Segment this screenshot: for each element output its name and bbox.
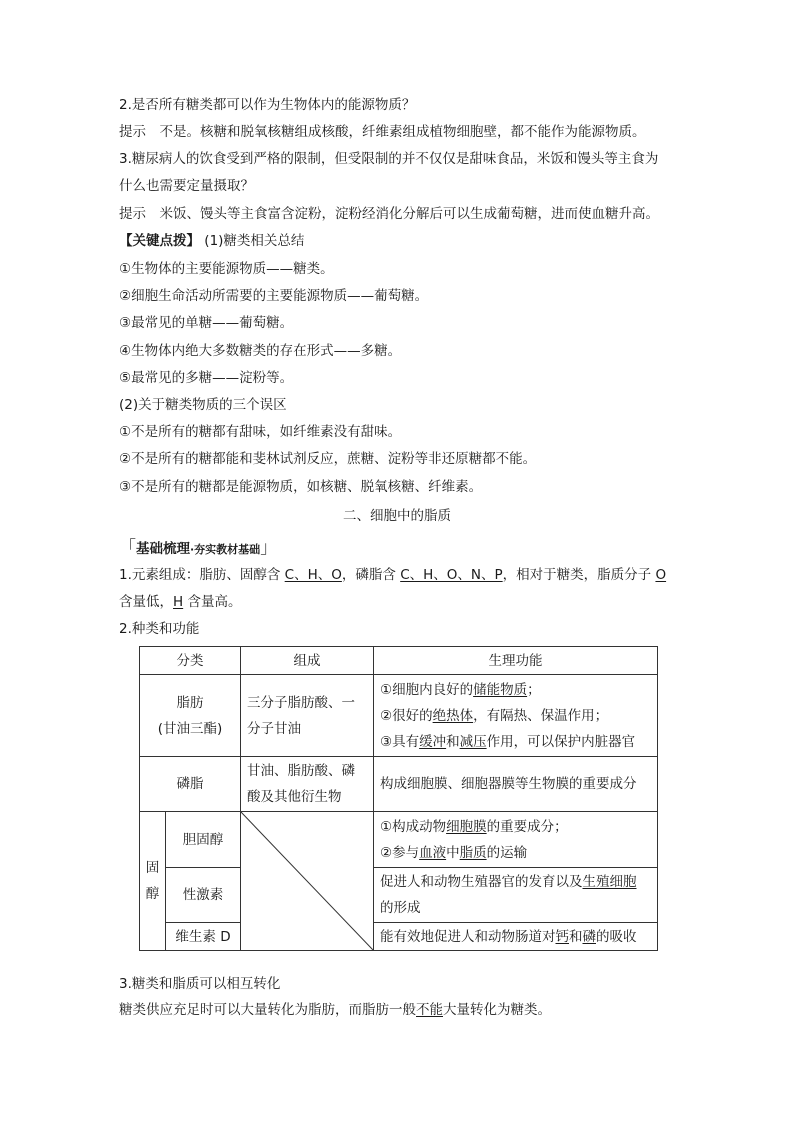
lipid-table (139, 646, 658, 951)
fat-elements: C、H、O (284, 567, 342, 583)
germ-cell-blank: 生殖细胞 (582, 874, 637, 890)
misconception-2: ②不是所有的糖都能和斐林试剂反应，蔗糖、淀粉等非还原糖都不能。 (119, 451, 537, 467)
text: 和 (569, 928, 583, 945)
text: 的重要成分； (486, 818, 568, 835)
cholesterol-function-cell (374, 812, 658, 868)
interconversion-text (119, 1000, 551, 1020)
insulator-blank: 绝热体 (432, 707, 474, 724)
cholesterol-name: 胆固醇 (166, 812, 241, 868)
cell-membrane-blank: 细胞膜 (446, 818, 487, 835)
text: 的吸收 (596, 928, 637, 945)
section-header (119, 537, 277, 559)
key-point-5: ⑤最常见的多糖——淀粉等。 (119, 370, 294, 386)
misconception-1: ①不是所有的糖都有甜味，如纤维素没有甜味。 (119, 424, 402, 440)
key-points-heading (119, 231, 304, 251)
fat-function-3 (380, 729, 651, 755)
key-points-label: 【关键点拨】 (119, 233, 200, 249)
composition-text: 1.元素组成：脂肪、固醇含 (119, 567, 285, 583)
answer-3: 提示 米饭、馒头等主食富含淀粉，淀粉经消化分解后可以生成葡萄糖，进而使血糖升高。 (119, 206, 659, 222)
key-point-4: ④生物体内绝大多数糖类的存在形式——多糖。 (119, 343, 402, 359)
misconceptions-title: (2)关于糖类物质的三个误区 (119, 397, 287, 413)
table-row-cholesterol (140, 812, 658, 868)
text: 作用，可以保护内脏器官 (486, 733, 636, 750)
text: 促进人和动物生殖器官的发育以及 (380, 874, 583, 890)
question-3-line1: 3.糖尿病人的饮食受到严格的限制，但受限制的并不仅仅是甜味食品，米饭和馒头等主食为 (119, 151, 659, 167)
fat-alias: (甘油三酯) (157, 720, 223, 737)
calcium-blank: 钙 (555, 928, 569, 945)
fat-function-1 (380, 677, 651, 703)
fat-name: 脂肪 (176, 694, 204, 711)
misconception-3: ③不是所有的糖都是能源物质，如核糖、脱氧核糖、纤维素。 (119, 479, 483, 495)
section-header-main: 基础梳理 (136, 541, 190, 557)
phospholipid-composition-line1: 甘油、脂肪酸、磷 (247, 763, 355, 779)
sex-hormone-name: 性激素 (166, 868, 241, 923)
sex-hormone-function-1 (380, 869, 651, 895)
phosphorus-blank: 磷 (582, 928, 596, 945)
text: 大量转化为糖类。 (443, 1002, 551, 1018)
text: 的运输 (486, 844, 528, 861)
sterol-group-cell (140, 812, 166, 951)
cholesterol-function-1 (380, 814, 651, 840)
table-row-sex-hormone (140, 868, 658, 923)
question-3-line2: 什么也需要定量摄取？ (119, 178, 254, 194)
cannot-blank: 不能 (416, 1002, 443, 1018)
phospholipid-composition-cell (241, 757, 374, 812)
question-2: 2.是否所有糖类都可以作为生物体内的能源物质？ (119, 97, 416, 113)
composition-text: ，磷脂含 (341, 567, 401, 583)
sterol-char-2: 醇 (145, 886, 160, 902)
fat-function-cell (374, 675, 658, 757)
text: ②参与 (380, 844, 420, 861)
blood-blank: 血液 (419, 844, 447, 861)
header-composition: 组成 (241, 647, 374, 675)
phospholipid-elements: C、H、O、N、P (400, 567, 503, 583)
composition-text: 含量高。 (183, 594, 242, 610)
section-title: 二、细胞中的脂质 (343, 508, 451, 524)
interconversion-heading: 3.糖类和脂质可以相互转化 (119, 976, 281, 992)
bracket-open: 「 (119, 538, 136, 558)
table-row-vitamin-d (140, 923, 658, 951)
key-point-1: ①生物体的主要能源物质——糖类。 (119, 261, 334, 277)
text: 中 (446, 844, 460, 861)
vitamin-d-name: 维生素 D (166, 923, 241, 951)
oxygen-blank: O (655, 567, 667, 583)
bracket-close: 」 (260, 538, 278, 558)
composition-text: 含量低， (119, 594, 173, 610)
text: 能有效地促进人和动物肠道对 (380, 928, 556, 945)
table-row-phospholipid (140, 757, 658, 812)
energy-storage-blank: 储能物质 (473, 681, 528, 698)
sex-hormone-function-2: 的形成 (380, 900, 421, 916)
composition-text: ，相对于糖类，脂质分子 (502, 567, 656, 583)
text: ； (527, 681, 541, 698)
pressure-relief-blank: 减压 (459, 733, 487, 750)
key-points-title: (1)糖类相关总结 (204, 233, 305, 249)
sterol-char-1: 固 (145, 860, 160, 876)
key-point-2: ②细胞生命活动所需要的主要能源物质——葡萄糖。 (119, 288, 429, 304)
text: 和 (446, 733, 460, 750)
diagonal-slash (241, 812, 373, 950)
text: ，有隔热、保温作用； (473, 707, 609, 724)
buffer-blank: 缓冲 (419, 733, 447, 750)
text: 糖类供应充足时可以大量转化为脂肪，而脂肪一般 (119, 1002, 416, 1018)
key-point-3: ③最常见的单糖——葡萄糖。 (119, 315, 294, 331)
phospholipid-name: 磷脂 (140, 757, 241, 812)
text: ②很好的 (380, 707, 433, 724)
fat-composition-line2: 分子甘油 (247, 720, 301, 737)
types-and-functions-heading: 2.种类和功能 (119, 621, 200, 637)
text: ①构成动物 (380, 818, 447, 835)
table-header-row (140, 647, 658, 675)
element-composition-line2 (119, 592, 241, 612)
text: ③具有 (380, 733, 420, 750)
text: ①细胞内良好的 (380, 681, 474, 698)
sex-hormone-function-cell (374, 868, 658, 923)
phospholipid-composition-line2: 酸及其他衍生物 (247, 789, 342, 805)
answer-2: 提示 不是。核糖和脱氧核糖组成核酸，纤维素组成植物细胞壁，都不能作为能源物质。 (119, 124, 646, 140)
section-header-sub: ·夯实教材基础 (190, 543, 261, 556)
phospholipid-function: 构成细胞膜、细胞器膜等生物膜的重要成分 (374, 757, 658, 812)
header-function: 生理功能 (374, 647, 658, 675)
cholesterol-function-2 (380, 840, 651, 866)
vitamin-d-function (374, 923, 658, 951)
fat-composition-cell (241, 675, 374, 757)
hydrogen-blank: H (173, 594, 184, 610)
table-row-fat (140, 675, 658, 757)
fat-function-2 (380, 703, 651, 729)
fat-composition-line1: 三分子脂肪酸、一 (247, 694, 355, 711)
sterol-composition-empty (241, 812, 374, 951)
element-composition-line1 (119, 565, 666, 585)
fat-name-cell (140, 675, 241, 757)
header-category: 分类 (140, 647, 241, 675)
lipid-blank: 脂质 (459, 844, 487, 861)
